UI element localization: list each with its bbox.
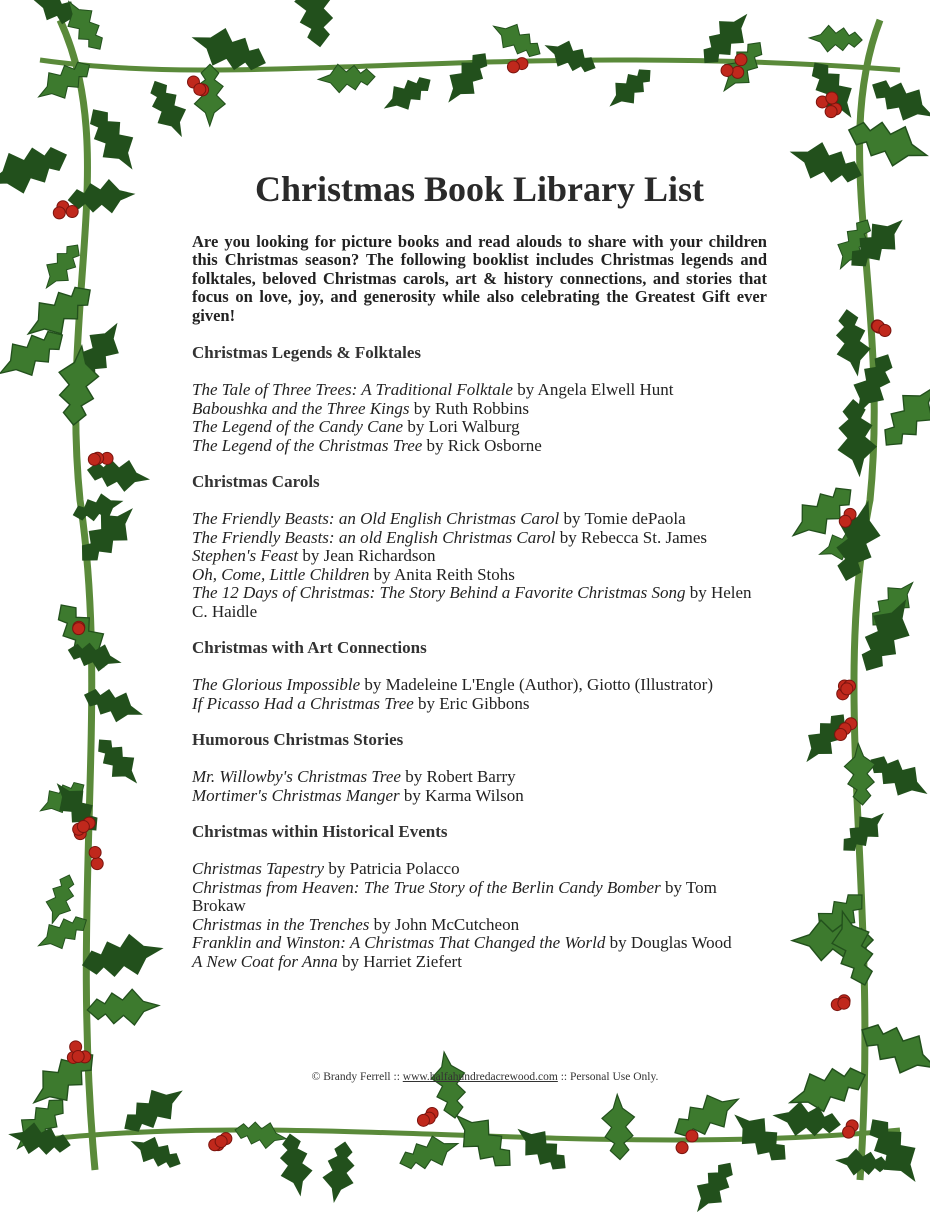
book-list bbox=[192, 768, 767, 805]
holly-berry-icon bbox=[735, 54, 747, 66]
book-title: The Friendly Beasts: an Old English Christmas Carol bbox=[192, 509, 560, 529]
holly-leaf-icon bbox=[686, 1155, 742, 1214]
book-entry bbox=[192, 566, 767, 585]
book-title: Mr. Willowby's Christmas Tree bbox=[192, 767, 401, 787]
book-title: Christmas in the Trenches bbox=[192, 914, 370, 934]
book-entry bbox=[192, 437, 767, 456]
holly-berry-icon bbox=[686, 1130, 698, 1142]
book-author: by Rebecca St. James bbox=[559, 527, 708, 547]
book-entry bbox=[192, 676, 767, 695]
book-title: The Legend of the Christmas Tree bbox=[192, 435, 423, 455]
holly-leaf-icon bbox=[89, 731, 147, 792]
holly-leaf-icon bbox=[233, 1117, 289, 1152]
book-title: Franklin and Winston: A Christmas That Changed the World bbox=[192, 933, 606, 953]
book-title: The Tale of Three Trees: A Traditional Folktale bbox=[192, 380, 513, 400]
holly-leaf-icon bbox=[127, 1130, 186, 1176]
holly-leaf-icon bbox=[863, 746, 930, 806]
book-entry bbox=[192, 916, 767, 935]
holly-leaf-icon bbox=[487, 15, 547, 66]
book-title: The Legend of the Candy Cane bbox=[192, 417, 404, 437]
book-entry bbox=[192, 934, 767, 953]
book-entry bbox=[192, 418, 767, 437]
section-heading: Humorous Christmas Stories bbox=[192, 730, 404, 750]
intro-paragraph: Are you looking for picture books and read alouds to share with your children this Christmas season? The following booklist includes Christmas legends and folktales, beloved Christmas carols, art & history connections, and stories that focus on love, joy, and generosity while also celebrating the Greatest Gift ever given! bbox=[192, 232, 767, 325]
section-heading: Christmas Carols bbox=[192, 472, 320, 492]
holly-berry-icon bbox=[838, 997, 850, 1009]
book-entry bbox=[192, 879, 767, 916]
holly-leaf-icon bbox=[378, 69, 437, 119]
holly-berry-icon bbox=[835, 728, 847, 740]
book-title: Oh, Come, Little Children bbox=[192, 564, 370, 584]
document-body bbox=[192, 165, 767, 988]
book-title: Baboushka and the Three Kings bbox=[192, 398, 410, 418]
book-title: The Friendly Beasts: an old English Christmas Carol bbox=[192, 527, 556, 547]
book-author: by Karma Wilson bbox=[403, 785, 524, 805]
section-heading: Christmas within Historical Events bbox=[192, 822, 448, 842]
holly-berry-icon bbox=[77, 821, 89, 833]
page-title: Christmas Book Library List bbox=[254, 169, 705, 209]
book-entry bbox=[192, 547, 767, 566]
holly-leaf-icon bbox=[79, 929, 166, 985]
holly-berry-icon bbox=[721, 64, 733, 76]
footer-usage: :: Personal Use Only. bbox=[560, 1071, 659, 1083]
section-heading: Christmas Legends & Folktales bbox=[192, 343, 422, 363]
book-title: Mortimer's Christmas Manger bbox=[192, 785, 400, 805]
book-author: by Eric Gibbons bbox=[418, 693, 530, 713]
book-entry bbox=[192, 529, 767, 548]
holly-leaf-icon bbox=[292, 0, 339, 49]
book-entry bbox=[192, 860, 767, 879]
book-author: by Angela Elwell Hunt bbox=[517, 380, 674, 400]
holly-berry-icon bbox=[194, 83, 206, 95]
holly-berry-icon bbox=[879, 325, 891, 337]
holly-leaf-icon bbox=[319, 1139, 359, 1204]
holly-berry-icon bbox=[91, 858, 103, 870]
book-author: by Lori Walburg bbox=[407, 417, 520, 437]
holly-berry-icon bbox=[839, 515, 851, 527]
holly-leaf-icon bbox=[809, 25, 863, 54]
book-author: by Tom Brokaw bbox=[192, 877, 717, 916]
book-title: The Glorious Impossible bbox=[192, 675, 361, 695]
holly-leaf-icon bbox=[437, 45, 496, 110]
book-author: by Madeleine L'Engle (Author), Giotto (Illustrator) bbox=[364, 675, 714, 695]
holly-leaf-icon bbox=[786, 135, 867, 192]
holly-berry-icon bbox=[73, 623, 85, 635]
book-entry bbox=[192, 953, 767, 972]
holly-berry-icon bbox=[732, 66, 744, 78]
holly-leaf-icon bbox=[141, 75, 194, 142]
holly-berry-icon bbox=[215, 1135, 227, 1147]
holly-berry-icon bbox=[843, 1126, 855, 1138]
holly-berry-icon bbox=[676, 1142, 688, 1154]
holly-berry-icon bbox=[826, 92, 838, 104]
holly-berry-icon bbox=[53, 207, 65, 219]
book-list bbox=[192, 860, 767, 971]
book-author: by Ruth Robbins bbox=[413, 398, 530, 418]
book-title: A New Coat for Anna bbox=[192, 951, 338, 971]
holly-leaf-icon bbox=[865, 70, 930, 131]
book-author: by Anita Reith Stohs bbox=[373, 564, 515, 584]
holly-berry-icon bbox=[841, 683, 853, 695]
book-title: Christmas Tapestry bbox=[192, 859, 325, 879]
holly-leaf-icon bbox=[86, 988, 160, 1028]
holly-berry-icon bbox=[89, 846, 101, 858]
holly-berry-icon bbox=[825, 106, 837, 118]
book-author: by Robert Barry bbox=[405, 767, 516, 787]
holly-leaf-icon bbox=[835, 804, 892, 860]
book-author: by Patricia Polacco bbox=[328, 859, 460, 879]
holly-leaf-icon bbox=[0, 136, 73, 203]
section-heading: Christmas with Art Connections bbox=[192, 638, 427, 658]
holly-leaf-icon bbox=[843, 742, 878, 806]
book-author: by Jean Richardson bbox=[302, 546, 436, 566]
book-author: by Douglas Wood bbox=[609, 933, 732, 953]
holly-berry-icon bbox=[417, 1114, 429, 1126]
holly-leaf-icon bbox=[858, 1110, 930, 1191]
holly-leaf-icon bbox=[509, 1118, 574, 1179]
book-author: by Rick Osborne bbox=[426, 435, 542, 455]
book-sections bbox=[192, 343, 767, 971]
book-entry bbox=[192, 381, 767, 400]
footer-copyright: © Brandy Ferrell :: bbox=[311, 1071, 400, 1083]
book-entry bbox=[192, 400, 767, 419]
footer bbox=[20, 1071, 930, 1083]
holly-berry-icon bbox=[66, 206, 78, 218]
book-entry bbox=[192, 768, 767, 787]
book-author: by John McCutcheon bbox=[373, 914, 520, 934]
footer-website-link[interactable]: www.halfahundredacrewood.com bbox=[402, 1071, 558, 1083]
book-entry bbox=[192, 695, 767, 714]
holly-leaf-icon bbox=[872, 375, 930, 457]
holly-berry-icon bbox=[507, 61, 519, 73]
book-list bbox=[192, 510, 767, 621]
book-title: Stephen's Feast bbox=[192, 546, 299, 566]
holly-berry-icon bbox=[72, 1050, 84, 1062]
book-author: by Tomie dePaola bbox=[563, 509, 686, 529]
book-title: Christmas from Heaven: The True Story of the Berlin Candy Bomber bbox=[192, 877, 661, 897]
holly-leaf-icon bbox=[602, 61, 659, 116]
holly-leaf-icon bbox=[601, 1094, 636, 1161]
holly-leaf-icon bbox=[540, 33, 600, 80]
book-author: by Harriet Ziefert bbox=[342, 951, 462, 971]
holly-leaf-icon bbox=[275, 1132, 315, 1198]
book-entry bbox=[192, 584, 767, 621]
book-entry bbox=[192, 510, 767, 529]
book-list bbox=[192, 676, 767, 713]
book-author: by Helen C. Haidle bbox=[192, 583, 752, 621]
book-title: If Picasso Had a Christmas Tree bbox=[192, 693, 414, 713]
book-title: The 12 Days of Christmas: The Story Behind a Favorite Christmas Song bbox=[192, 583, 686, 603]
holly-berry-icon bbox=[88, 453, 100, 465]
book-entry bbox=[192, 787, 767, 806]
book-list bbox=[192, 381, 767, 455]
holly-stem-icon bbox=[854, 20, 880, 1180]
